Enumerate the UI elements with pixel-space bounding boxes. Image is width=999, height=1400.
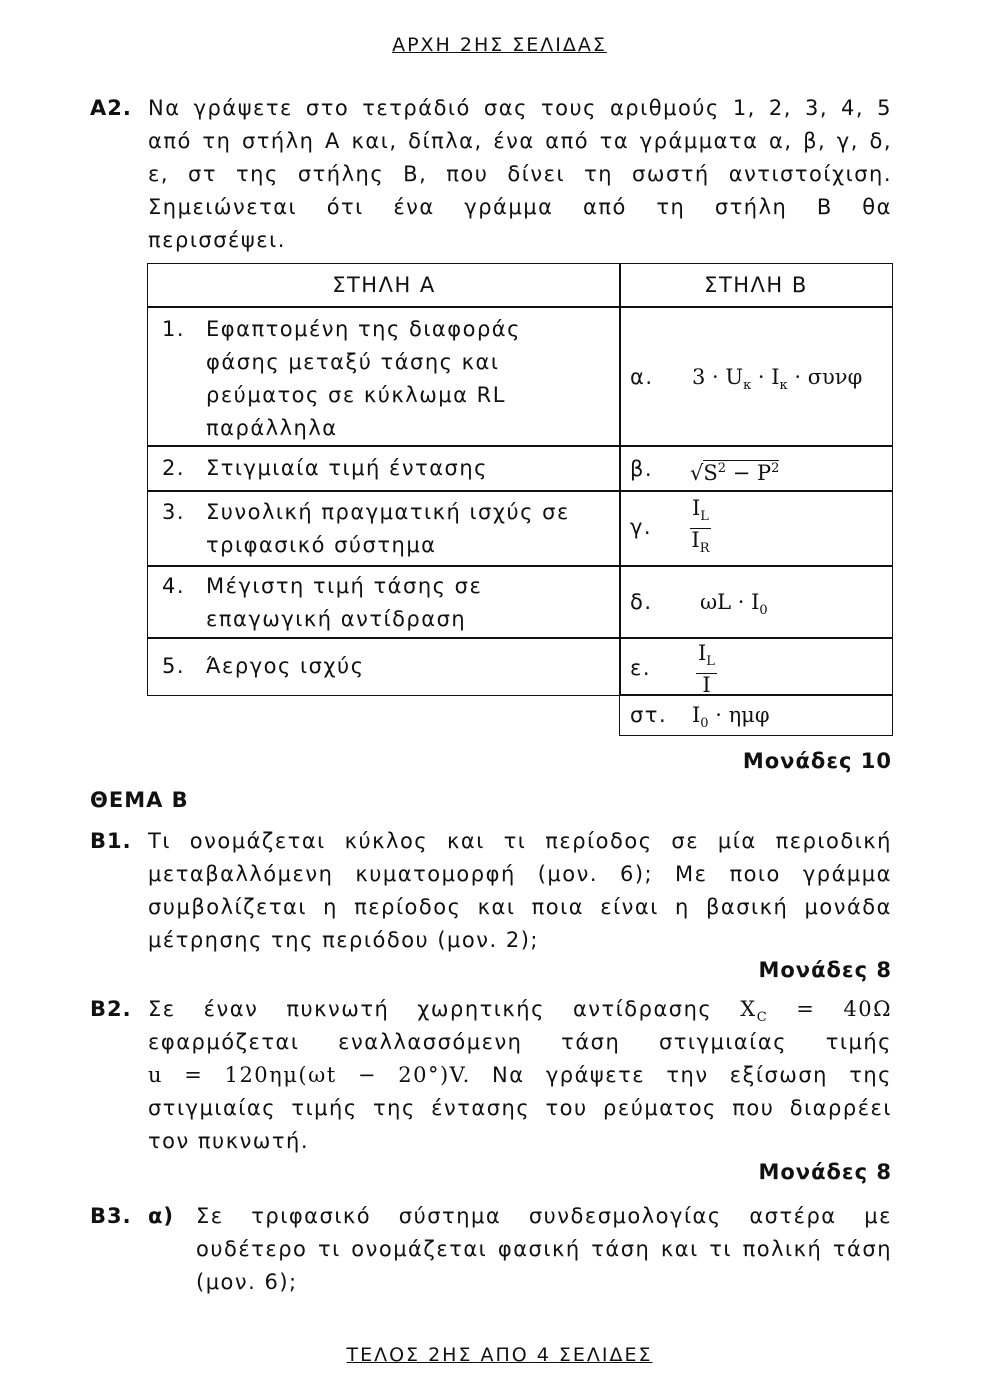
- cell-line: επαγωγική αντίδραση: [206, 607, 467, 631]
- formula-xc: $X_C = 40\Omega$: [740, 997, 892, 1026]
- page-header: ΑΡΧΗ 2ΗΣ ΣΕΛΙΔΑΣ: [392, 34, 607, 56]
- text-line: μεταβαλλόμενη κυματομορφή (μον. 6); Με ποιο γράμμα: [148, 862, 892, 886]
- text-segment: Σε έναν πυκνωτή χωρητικής αντίδρασης: [148, 997, 713, 1021]
- formula-epsilon: $\frac{I_L}{I}$: [698, 641, 715, 698]
- text-line: εφαρμόζεται εναλλασσόμενη τάση στιγμιαίας τιμής: [148, 1030, 892, 1054]
- cell-line: Μέγιστη τιμή τάσης σε: [206, 574, 483, 598]
- column-a-row-3: [147, 490, 621, 567]
- text-line: Τι ονομάζεται κύκλος και τι περίοδος σε μία περιοδική: [148, 829, 892, 853]
- column-b-row-st: [619, 694, 893, 736]
- text-line: από τη στήλη Α και, δίπλα, ένα από τα γράμματα α, β, γ, δ,: [148, 129, 892, 153]
- text-segment: Να γράψετε την εξίσωση της: [492, 1063, 892, 1087]
- question-number-b3: Β3.: [90, 1204, 132, 1228]
- text-line: ε, στ της στήλης Β, που δίνει τη σωστή αντιστοίχιση.: [148, 162, 892, 186]
- formula-st: $I_0 \cdot \eta\mu\varphi$: [692, 703, 770, 732]
- row-number: 4.: [162, 574, 186, 598]
- text-line: Σημειώνεται ότι ένα γράμμα από τη στήλη Β θα: [148, 195, 892, 219]
- formula-beta: $√S^2 - P^2$: [690, 461, 780, 485]
- text-line: ουδέτερο τι ονομάζεται φασική τάση και τι πολική τάση: [196, 1237, 892, 1261]
- question-number-b1: Β1.: [90, 829, 132, 853]
- row-number: 2.: [162, 456, 186, 480]
- text-line: στιγμιαίας τιμής της έντασης του ρεύματος που διαρρέει: [148, 1096, 892, 1120]
- cell-line: Εφαπτομένη της διαφοράς: [206, 317, 521, 341]
- column-a-row-4: [147, 565, 621, 639]
- row-letter: στ.: [630, 703, 668, 727]
- cell-line: Άεργος ισχύς: [206, 654, 365, 678]
- subquestion-label: α): [148, 1204, 175, 1228]
- marks-b2: Μονάδες 8: [758, 1160, 892, 1184]
- question-text-b3: [196, 1200, 892, 1299]
- marks-a2: Μονάδες 10: [742, 749, 892, 773]
- row-number: 3.: [162, 500, 186, 524]
- text-line-1: [148, 993, 892, 1026]
- formula-gamma: $\frac{I_L}{I_R}$: [691, 496, 710, 557]
- column-a-header: ΣΤΗΛΗ Α: [147, 263, 621, 308]
- text-line: τον πυκνωτή.: [148, 1129, 310, 1153]
- column-b-row-a: [619, 306, 893, 447]
- column-a-row-2: [147, 445, 621, 492]
- text-line: (μον. 6);: [196, 1270, 298, 1294]
- text-line-3: [148, 1059, 892, 1092]
- column-b-row-b: [619, 445, 893, 492]
- column-a-row-1: [147, 306, 621, 447]
- formula-alpha: $3 \cdot U_\kappa \cdot I_\kappa \cdot \sigma\upsilon\nu\varphi$: [692, 365, 863, 394]
- row-letter: γ.: [630, 515, 653, 539]
- cell-line: τριφασικό σύστημα: [206, 533, 437, 557]
- question-number-a2: Α2.: [90, 96, 132, 120]
- text-line: Να γράψετε στο τετράδιό σας τους αριθμούς 1, 2, 3, 4, 5: [148, 96, 892, 120]
- formula-delta: $\omega L \cdot I_0$: [700, 590, 768, 619]
- cell-line: ρεύματος σε κύκλωμα RL: [206, 383, 506, 407]
- column-b-header: ΣΤΗΛΗ Β: [619, 263, 893, 308]
- row-letter: β.: [630, 457, 654, 481]
- cell-line: Στιγμιαία τιμή έντασης: [206, 456, 488, 480]
- text-line: περισσέψει.: [148, 228, 286, 252]
- marks-b1: Μονάδες 8: [758, 958, 892, 982]
- column-b-row-d: [619, 565, 893, 639]
- cell-line: Συνολική πραγματική ισχύς σε: [206, 500, 570, 524]
- section-title: ΘΕΜΑ Β: [90, 788, 189, 812]
- row-letter: α.: [630, 365, 654, 389]
- row-letter: ε.: [630, 656, 652, 680]
- formula-voltage: u = 120ημ(ωt − 20°)V.: [148, 1063, 471, 1087]
- column-b-row-e: [619, 637, 893, 696]
- text-line: μέτρησης της περιόδου (μον. 2);: [148, 928, 539, 952]
- row-letter: δ.: [630, 590, 653, 614]
- column-b-row-c: [619, 490, 893, 567]
- question-text-b1: [148, 825, 892, 957]
- row-number: 5.: [162, 654, 186, 678]
- text-line: Σε τριφασικό σύστημα συνδεσμολογίας αστέρα με: [196, 1204, 892, 1228]
- page-footer: ΤΕΛΟΣ 2ΗΣ ΑΠΟ 4 ΣΕΛΙΔΕΣ: [346, 1344, 653, 1366]
- column-a-row-5: [147, 637, 621, 696]
- text-line: συμβολίζεται η περίοδος και ποια είναι η βασική μονάδα: [148, 895, 892, 919]
- cell-line: παράλληλα: [206, 416, 338, 440]
- question-text-a2: [148, 92, 892, 257]
- question-text-b2: [148, 993, 892, 1158]
- row-number: 1.: [162, 317, 186, 341]
- question-number-b2: Β2.: [90, 997, 132, 1021]
- cell-line: φάσης μεταξύ τάσης και: [206, 350, 500, 374]
